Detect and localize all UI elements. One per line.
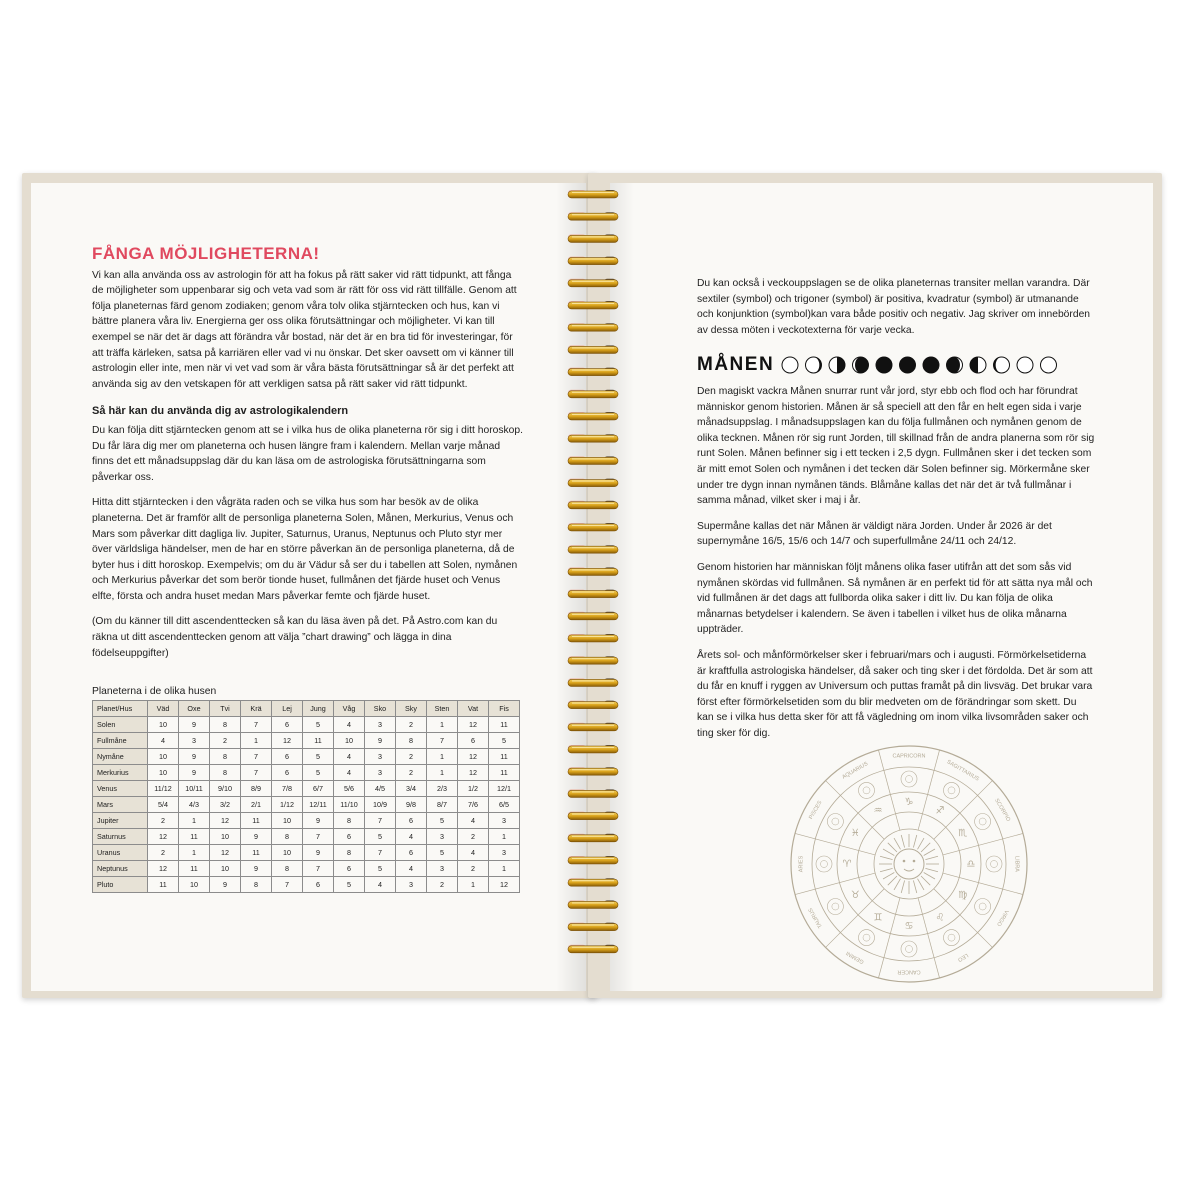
house-number-cell: 8 [241, 877, 272, 893]
house-number-cell: 10 [210, 861, 241, 877]
binding-coil [568, 834, 618, 842]
sign-column-header: Sten [427, 701, 458, 717]
binding-coil [568, 812, 618, 820]
house-number-cell: 10 [272, 845, 303, 861]
paragraph: Hitta ditt stjärntecken i den vågräta raden och se vilka hus som har besök av de olika planeterna. Det är framför allt de personliga planeterna Solen, Månen, Merkurius, Venus och Mars som påverkar ditt dagliga liv. Jupiter, Saturnus, Uranus, Neptunus och Pluto styr mer över världsliga händelser, men de har en större påverkan än de personliga planeterna, då de byter hus i ditt horoskop. Exempelvis; om du är Vädur så ser du i tabellen att Solen, nymånen och Merkurius påverkar det som berör tionde huset, fullmånen det fjärde huset och Venus elfte, första och andra huset medan Mars påverkar femte och fjärde huset. [92, 497, 518, 602]
house-number-cell: 4 [334, 717, 365, 733]
house-number-cell: 11 [241, 813, 272, 829]
house-number-cell: 3/2 [210, 797, 241, 813]
binding-coil [568, 479, 618, 487]
binding-coil [568, 345, 618, 353]
house-number-cell: 10 [148, 765, 179, 781]
house-number-cell: 10 [334, 733, 365, 749]
house-number-cell: 1 [458, 877, 489, 893]
house-number-cell: 10 [148, 749, 179, 765]
zodiac-figure-icon [944, 782, 960, 798]
house-number-cell: 8 [396, 733, 427, 749]
paragraph: Den magiskt vackra Månen snurrar runt vår jord, styr ebb och flod och har förundrat människor genom historien. Månen är så speciell att den får en helt egen sida i varje månadsuppslag. I månadsuppslagen kan du följa fullmånen och nymånen genom de olika tecknen. Månen rör sig runt Jorden, till skillnad från de andra planerna som rör sig runt Solen. Månen befinner sig i ett tecken i 2,5 dygn. Fullmånen sker i det tecken som är mitt emot Solen och nymånen i det tecken där Solen befinner sig. Mörkermåne sker under tre dygn innan nymånen tänds. Blåmåne kallas det när det är två fullmånar i samma månad, vilket sker i maj i år. [697, 386, 1095, 507]
right-page-intro [697, 276, 1095, 348]
table-row [93, 877, 520, 893]
house-number-cell: 6 [272, 765, 303, 781]
house-number-cell: 3 [365, 765, 396, 781]
planet-name-cell: Jupiter [93, 813, 148, 829]
house-number-cell: 4 [334, 749, 365, 765]
house-number-cell: 3 [427, 861, 458, 877]
zodiac-glyph-icon: ♑ [904, 797, 914, 808]
house-number-cell: 4/3 [179, 797, 210, 813]
table-row [93, 781, 520, 797]
zodiac-glyph-icon: ♓ [850, 828, 860, 839]
moon-phase-icon [782, 357, 798, 373]
house-number-cell: 9 [179, 717, 210, 733]
house-number-cell: 6 [396, 845, 427, 861]
planet-houses-table [92, 700, 520, 893]
binding-coil [568, 279, 618, 287]
house-number-cell: 1 [427, 749, 458, 765]
house-number-cell: 1 [489, 829, 520, 845]
house-number-cell: 12 [458, 749, 489, 765]
house-number-cell: 1 [489, 861, 520, 877]
house-number-cell: 9 [365, 733, 396, 749]
sun-face-icon [894, 849, 924, 879]
house-number-cell: 7 [427, 733, 458, 749]
binding-coil [568, 257, 618, 265]
page-title: FÅNGA MÖJLIGHETERNA! [92, 244, 320, 263]
table-corner-header: Planet/Hus [93, 701, 148, 717]
spiral-binding [560, 183, 630, 973]
moon-phase-icon [1017, 357, 1033, 373]
intro-paragraph: Vi kan alla använda oss av astrologin för att ha fokus på rätt saker vid rätt tidpunkt, att fånga de möjligheter som uppenbarar sig och veta vad som är rätt för oss vid rätt tillfälle. Genom att följa planeternas färd genom zodiaken; genom våra tolv olika stjärntecken och hus, kan vi bättre planera våra liv. Energierna ger oss olika förutsättningar och möjligheter. Vi kan till exempel se när det är dags att förändra vår bostad, när det är en bra tid för investeringar, för att träffa kärleken, satsa på karriären eller vad vi nu önskar. Det sker oavsett om vi känner till astrologin eller inte, men när vi vet vad som är våra bästa förutsättningar så är det perfekt att använda sig av den vetskapen för att verkligen satsa på rätt saker vid rätt tidpunkt. [92, 269, 517, 390]
moon-phase-icon [1041, 357, 1057, 373]
house-number-cell: 8 [334, 813, 365, 829]
binding-coil [568, 190, 618, 198]
house-number-cell: 3 [427, 829, 458, 845]
planet-name-cell: Fullmåne [93, 733, 148, 749]
binding-coil [568, 945, 618, 953]
zodiac-glyph-icon: ♍ [958, 890, 968, 901]
house-number-cell: 11 [489, 765, 520, 781]
moon-phase-icon [900, 357, 916, 373]
binding-coil [568, 900, 618, 908]
house-number-cell: 9 [303, 845, 334, 861]
binding-coil [568, 368, 618, 376]
house-number-cell: 12 [148, 829, 179, 845]
zodiac-sign-label: LIBRA [1013, 856, 1020, 872]
zodiac-sign-label: SCORPIO [993, 797, 1012, 823]
table-row [93, 813, 520, 829]
moon-section-header [697, 352, 1070, 378]
house-number-cell: 7 [272, 877, 303, 893]
table-row [93, 861, 520, 877]
binding-coil [568, 656, 618, 664]
house-number-cell: 9 [241, 861, 272, 877]
planet-name-cell: Neptunus [93, 861, 148, 877]
house-number-cell: 9 [179, 765, 210, 781]
house-number-cell: 6 [334, 829, 365, 845]
house-number-cell: 10/9 [365, 797, 396, 813]
house-number-cell: 9/8 [396, 797, 427, 813]
house-number-cell: 8 [334, 845, 365, 861]
binding-coil [568, 412, 618, 420]
house-number-cell: 7 [241, 717, 272, 733]
binding-coil [568, 701, 618, 709]
house-number-cell: 2 [458, 829, 489, 845]
paragraph: Du kan också i veckouppslagen se de olika planeternas transiter mellan varandra. Där sextiler (symbol) och trigoner (symbol) är positiva, kvadratur (symbol) är utmanande och konjunktion (symbol)kan vara både positiv och negativ. Jag skriver om innebörden av dessa möten i veckotexterna för varje vecka. [697, 278, 1091, 336]
house-number-cell: 9 [303, 813, 334, 829]
moon-phase-icon [923, 357, 939, 373]
house-number-cell: 1 [427, 765, 458, 781]
binding-coil [568, 723, 618, 731]
house-number-cell: 7 [303, 829, 334, 845]
sign-column-header: Fis [489, 701, 520, 717]
zodiac-sign-label: VIRGO [995, 908, 1010, 927]
zodiac-glyph-icon: ♒ [873, 805, 883, 817]
house-number-cell: 5 [334, 877, 365, 893]
table-row [93, 845, 520, 861]
planet-name-cell: Mars [93, 797, 148, 813]
house-number-cell: 2/1 [241, 797, 272, 813]
house-number-cell: 4 [334, 765, 365, 781]
sign-column-header: Tvi [210, 701, 241, 717]
house-number-cell: 1 [179, 813, 210, 829]
planet-name-cell: Pluto [93, 877, 148, 893]
paragraph: Genom historien har människan följt månens olika faser utifrån att det som sås vid nymånen skördas vid fullmånen. Så nymånen är en perfekt tid för att sätta nya mål och vid fullmånen är det dags att fullborda olika saker i ditt liv. Du kan följa de olika månarnas betydelser i kalendern. Se även i tabellen i vilket hus de olika månarna uppträder. [697, 561, 1093, 636]
house-number-cell: 4/5 [365, 781, 396, 797]
paragraph: Du kan följa ditt stjärntecken genom att se i vilka hus de olika planeterna rör sig i ditt horoskop. Du får lära dig mer om planeterna och husen längre fram i kalendern. Mellan varje månad finns det ett månadsuppslag där du kan läsa om de astrologiska förutsättningarna som påverkar oss. [92, 424, 523, 483]
zodiac-figure-icon [859, 782, 875, 798]
moon-phases-icon [780, 354, 1070, 376]
table-row [93, 797, 520, 813]
binding-coil [568, 390, 618, 398]
zodiac-figure-icon [901, 771, 917, 787]
binding-coil [568, 567, 618, 575]
zodiac-glyph-icon: ♎ [966, 859, 976, 870]
house-number-cell: 2 [396, 765, 427, 781]
binding-coil [568, 923, 618, 931]
house-number-cell: 12/1 [489, 781, 520, 797]
zodiac-figure-icon [901, 941, 917, 957]
binding-coil [568, 612, 618, 620]
house-number-cell: 5 [427, 813, 458, 829]
house-number-cell: 2 [148, 845, 179, 861]
house-number-cell: 5 [303, 749, 334, 765]
zodiac-figure-icon [975, 899, 991, 915]
binding-coil [568, 545, 618, 553]
house-number-cell: 2 [427, 877, 458, 893]
house-number-cell: 3/4 [396, 781, 427, 797]
table-header-row [93, 701, 520, 717]
moon-phase-icon [806, 357, 822, 373]
binding-coil [568, 678, 618, 686]
house-number-cell: 8 [210, 765, 241, 781]
house-number-cell: 5/4 [148, 797, 179, 813]
house-number-cell: 3 [396, 877, 427, 893]
zodiac-figure-icon [827, 814, 843, 830]
zodiac-sign-label: CAPRICORN [892, 753, 926, 760]
house-number-cell: 2 [396, 717, 427, 733]
zodiac-wheel-icon [789, 744, 1029, 984]
paragraph: Årets sol- och månförmörkelser sker i februari/mars och i augusti. Förmörkelsetiderna är kraftfulla astrologiska händelser, då saker och ting sker i det fördolda. Det är som att du får en knuff i ryggen av Universum och puttas framåt på din livsväg. Det brukar vara först efter förmörkelsetiden som du blir medveten om de förändringar som skett. Du kan se i vilka hus detta sker för att få vägledning om inom vilka livsområden saker och ting sker för dig. [697, 649, 1093, 739]
house-number-cell: 3 [365, 717, 396, 733]
house-number-cell: 12 [489, 877, 520, 893]
binding-coil [568, 789, 618, 797]
zodiac-figure-icon [986, 856, 1002, 872]
house-number-cell: 4 [148, 733, 179, 749]
sign-column-header: Lej [272, 701, 303, 717]
zodiac-sign-label: AQUARIUS [841, 761, 870, 781]
house-number-cell: 2/3 [427, 781, 458, 797]
house-number-cell: 6 [458, 733, 489, 749]
moon-phase-icon [829, 357, 845, 373]
house-number-cell: 5 [365, 829, 396, 845]
house-number-cell: 9/10 [210, 781, 241, 797]
house-number-cell: 2 [210, 733, 241, 749]
house-number-cell: 12 [458, 765, 489, 781]
house-number-cell: 11 [179, 861, 210, 877]
planet-name-cell: Uranus [93, 845, 148, 861]
house-number-cell: 12 [458, 717, 489, 733]
zodiac-figure-icon [816, 856, 832, 872]
paragraph: Supermåne kallas det när Månen är väldigt nära Jorden. Under år 2026 är det supernymåne 16/5, 15/6 och 14/7 och superfullmåne 24/11 och 24/12. [697, 520, 1052, 548]
house-number-cell: 9 [210, 877, 241, 893]
sign-column-header: Våg [334, 701, 365, 717]
house-number-cell: 2 [396, 749, 427, 765]
planet-name-cell: Nymåne [93, 749, 148, 765]
binding-coil [568, 634, 618, 642]
house-number-cell: 8/7 [427, 797, 458, 813]
right-page-text [697, 384, 1095, 751]
binding-coil [568, 323, 618, 331]
zodiac-figure-icon [859, 930, 875, 946]
house-number-cell: 11/12 [148, 781, 179, 797]
house-number-cell: 8 [210, 749, 241, 765]
house-number-cell: 7 [365, 845, 396, 861]
zodiac-figure-icon [827, 899, 843, 915]
table-row [93, 765, 520, 781]
house-number-cell: 1 [179, 845, 210, 861]
house-number-cell: 4 [458, 813, 489, 829]
house-number-cell: 3 [365, 749, 396, 765]
house-number-cell: 11 [241, 845, 272, 861]
binding-coil [568, 434, 618, 442]
zodiac-sign-label: CANCER [897, 968, 921, 975]
moon-phase-icon [947, 357, 963, 373]
house-number-cell: 7/8 [272, 781, 303, 797]
house-number-cell: 3 [489, 845, 520, 861]
house-number-cell: 12 [272, 733, 303, 749]
moon-phase-icon [970, 357, 986, 373]
section-subheading: Så här kan du använda dig av astrologikalendern [92, 405, 349, 418]
binding-coil [568, 234, 618, 242]
planet-name-cell: Solen [93, 717, 148, 733]
house-number-cell: 6 [272, 717, 303, 733]
house-number-cell: 2 [458, 861, 489, 877]
zodiac-glyph-icon: ♈ [842, 859, 852, 870]
binding-coil [568, 878, 618, 886]
sign-column-header: Sko [365, 701, 396, 717]
binding-coil [568, 856, 618, 864]
house-number-cell: 5 [427, 845, 458, 861]
sign-column-header: Vat [458, 701, 489, 717]
house-number-cell: 3 [489, 813, 520, 829]
moon-phase-icon [994, 357, 1010, 373]
house-number-cell: 11 [489, 749, 520, 765]
house-number-cell: 1 [427, 717, 458, 733]
house-number-cell: 4 [396, 861, 427, 877]
table-caption: Planeterna i de olika husen [92, 686, 217, 697]
house-number-cell: 1 [241, 733, 272, 749]
zodiac-glyph-icon: ♋ [904, 921, 914, 932]
house-number-cell: 7 [241, 765, 272, 781]
house-number-cell: 11 [489, 717, 520, 733]
house-number-cell: 7 [365, 813, 396, 829]
house-number-cell: 6 [303, 877, 334, 893]
house-number-cell: 5 [303, 717, 334, 733]
house-number-cell: 6 [334, 861, 365, 877]
house-number-cell: 11 [179, 829, 210, 845]
house-number-cell: 4 [396, 829, 427, 845]
planet-name-cell: Saturnus [93, 829, 148, 845]
zodiac-glyph-icon: ♉ [850, 890, 860, 901]
house-number-cell: 10 [210, 829, 241, 845]
house-number-cell: 4 [458, 845, 489, 861]
zodiac-sign-label: SAGITTARIUS [945, 759, 980, 783]
house-number-cell: 4 [365, 877, 396, 893]
house-number-cell: 1/12 [272, 797, 303, 813]
paragraph: (Om du känner till ditt ascendenttecken så kan du läsa även på det. På Astro.com kan du räkna ut ditt ascendenttecken genom att välja ”chart drawing” och lägga in dina födelseuppgifter) [92, 616, 498, 659]
binding-coil [568, 523, 618, 531]
table-row [93, 733, 520, 749]
house-number-cell: 10 [272, 813, 303, 829]
house-number-cell: 5 [303, 765, 334, 781]
house-number-cell: 11 [148, 877, 179, 893]
house-number-cell: 7 [241, 749, 272, 765]
house-number-cell: 6/7 [303, 781, 334, 797]
table-row [93, 749, 520, 765]
zodiac-sign-label: LEO [956, 951, 970, 963]
house-number-cell: 12 [210, 845, 241, 861]
table-row [93, 717, 520, 733]
house-number-cell: 7 [303, 861, 334, 877]
house-number-cell: 10 [179, 877, 210, 893]
sign-column-header: Krä [241, 701, 272, 717]
zodiac-figure-icon [975, 814, 991, 830]
house-number-cell: 8 [210, 717, 241, 733]
house-number-cell: 6 [272, 749, 303, 765]
binding-coil [568, 501, 618, 509]
binding-coil [568, 590, 618, 598]
house-number-cell: 9 [241, 829, 272, 845]
house-number-cell: 12/11 [303, 797, 334, 813]
house-number-cell: 5 [489, 733, 520, 749]
house-number-cell: 7/6 [458, 797, 489, 813]
sign-column-header: Sky [396, 701, 427, 717]
binding-coil [568, 456, 618, 464]
zodiac-sign-label: TAURUS [807, 906, 825, 929]
house-number-cell: 8 [272, 829, 303, 845]
moon-phase-icon [876, 357, 892, 373]
zodiac-sign-label: ARIES [798, 855, 805, 873]
sign-column-header: Väd [148, 701, 179, 717]
sign-column-header: Oxe [179, 701, 210, 717]
zodiac-glyph-icon: ♐ [935, 805, 945, 817]
house-number-cell: 8 [272, 861, 303, 877]
house-number-cell: 11/10 [334, 797, 365, 813]
house-number-cell: 6/5 [489, 797, 520, 813]
house-number-cell: 5/6 [334, 781, 365, 797]
binding-coil [568, 301, 618, 309]
house-number-cell: 12 [210, 813, 241, 829]
left-page-text [92, 246, 524, 671]
binding-coil [568, 745, 618, 753]
planet-name-cell: Merkurius [93, 765, 148, 781]
house-number-cell: 5 [365, 861, 396, 877]
zodiac-glyph-icon: ♏ [958, 828, 968, 839]
binding-coil [568, 767, 618, 775]
house-number-cell: 10/11 [179, 781, 210, 797]
house-number-cell: 10 [148, 717, 179, 733]
house-number-cell: 1/2 [458, 781, 489, 797]
house-number-cell: 12 [148, 861, 179, 877]
table-row [93, 829, 520, 845]
moon-phase-icon [853, 357, 869, 373]
zodiac-glyph-icon: ♌ [935, 912, 945, 924]
binding-coil [568, 212, 618, 220]
zodiac-glyph-icon: ♊ [873, 912, 883, 924]
house-number-cell: 11 [303, 733, 334, 749]
house-number-cell: 6 [396, 813, 427, 829]
zodiac-sign-label: GEMINI [845, 949, 866, 965]
zodiac-sign-label: PISCES [808, 799, 824, 821]
house-number-cell: 3 [179, 733, 210, 749]
house-number-cell: 9 [179, 749, 210, 765]
zodiac-figure-icon [944, 930, 960, 946]
moon-title: MÅNEN [697, 354, 775, 375]
planet-name-cell: Venus [93, 781, 148, 797]
sign-column-header: Jung [303, 701, 334, 717]
house-number-cell: 2 [148, 813, 179, 829]
house-number-cell: 8/9 [241, 781, 272, 797]
